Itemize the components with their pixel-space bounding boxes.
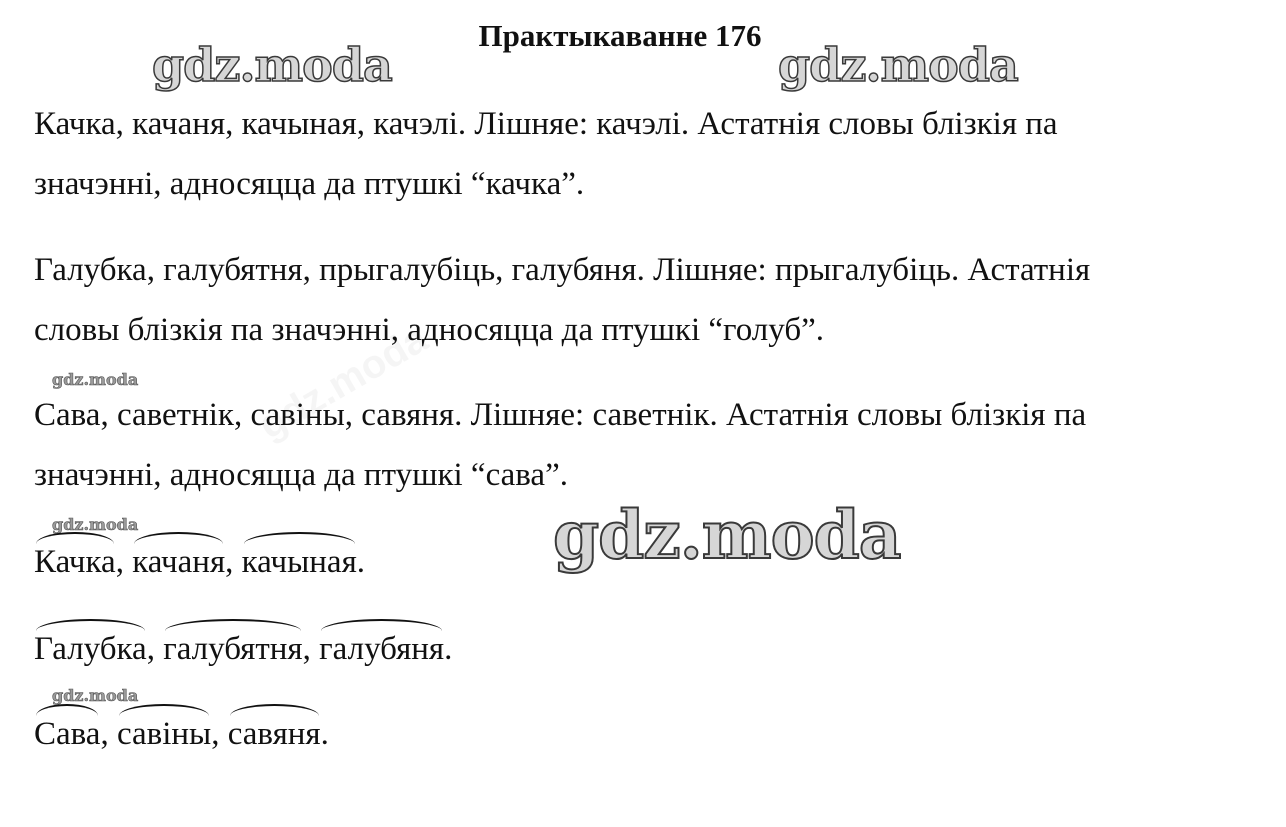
paragraph-2-line-1: Галубка, галубятня, прыгалубіць, галубяня. Лішняе: прыгалубіць. Астатнія (34, 252, 1091, 288)
root-word: Качка (34, 544, 116, 580)
root-word: качыная (241, 544, 357, 580)
root-group-3: Сава, савіны, савяня. (34, 716, 329, 752)
watermark-logo: gdz.moda (778, 38, 1018, 92)
root-word: галубяня (319, 631, 445, 667)
paragraph-2-line-2: словы блізкія па значэнні, адносяцца да птушкі “голуб”. (34, 312, 825, 348)
paragraph-1-line-1: Качка, качаня, качыная, качэлі. Лішняе: качэлі. Астатнія словы блізкія па (34, 106, 1058, 142)
root-group-2: Галубка, галубятня, галубяня. (34, 631, 453, 667)
paragraph-1-line-2: значэнні, адносяцца да птушкі “качка”. (34, 166, 585, 202)
root-word: качаня (132, 544, 226, 580)
watermark-logo: gdz.moda (152, 38, 392, 92)
root-word: Сава (34, 716, 101, 752)
page-title: Практыкаванне 176 (478, 18, 762, 53)
watermark-logo: gdz.moda (52, 370, 139, 389)
watermark-logo: gdz.moda (52, 515, 139, 534)
root-word: Галубка (34, 631, 147, 667)
root-group-1: Качка, качаня, качыная. (34, 544, 366, 580)
paragraph-3-line-2: значэнні, адносяцца да птушкі “сава”. (34, 457, 568, 493)
root-word: савяня (227, 716, 321, 752)
watermark-logo: gdz.moda (52, 686, 139, 705)
root-word: галубятня (163, 631, 303, 667)
paragraph-3-line-1: Сава, саветнік, савіны, савяня. Лішняе: саветнік. Астатнія словы блізкія па (34, 397, 1087, 433)
watermark-logo: gdz.moda (553, 496, 901, 574)
root-word: савіны (116, 716, 212, 752)
